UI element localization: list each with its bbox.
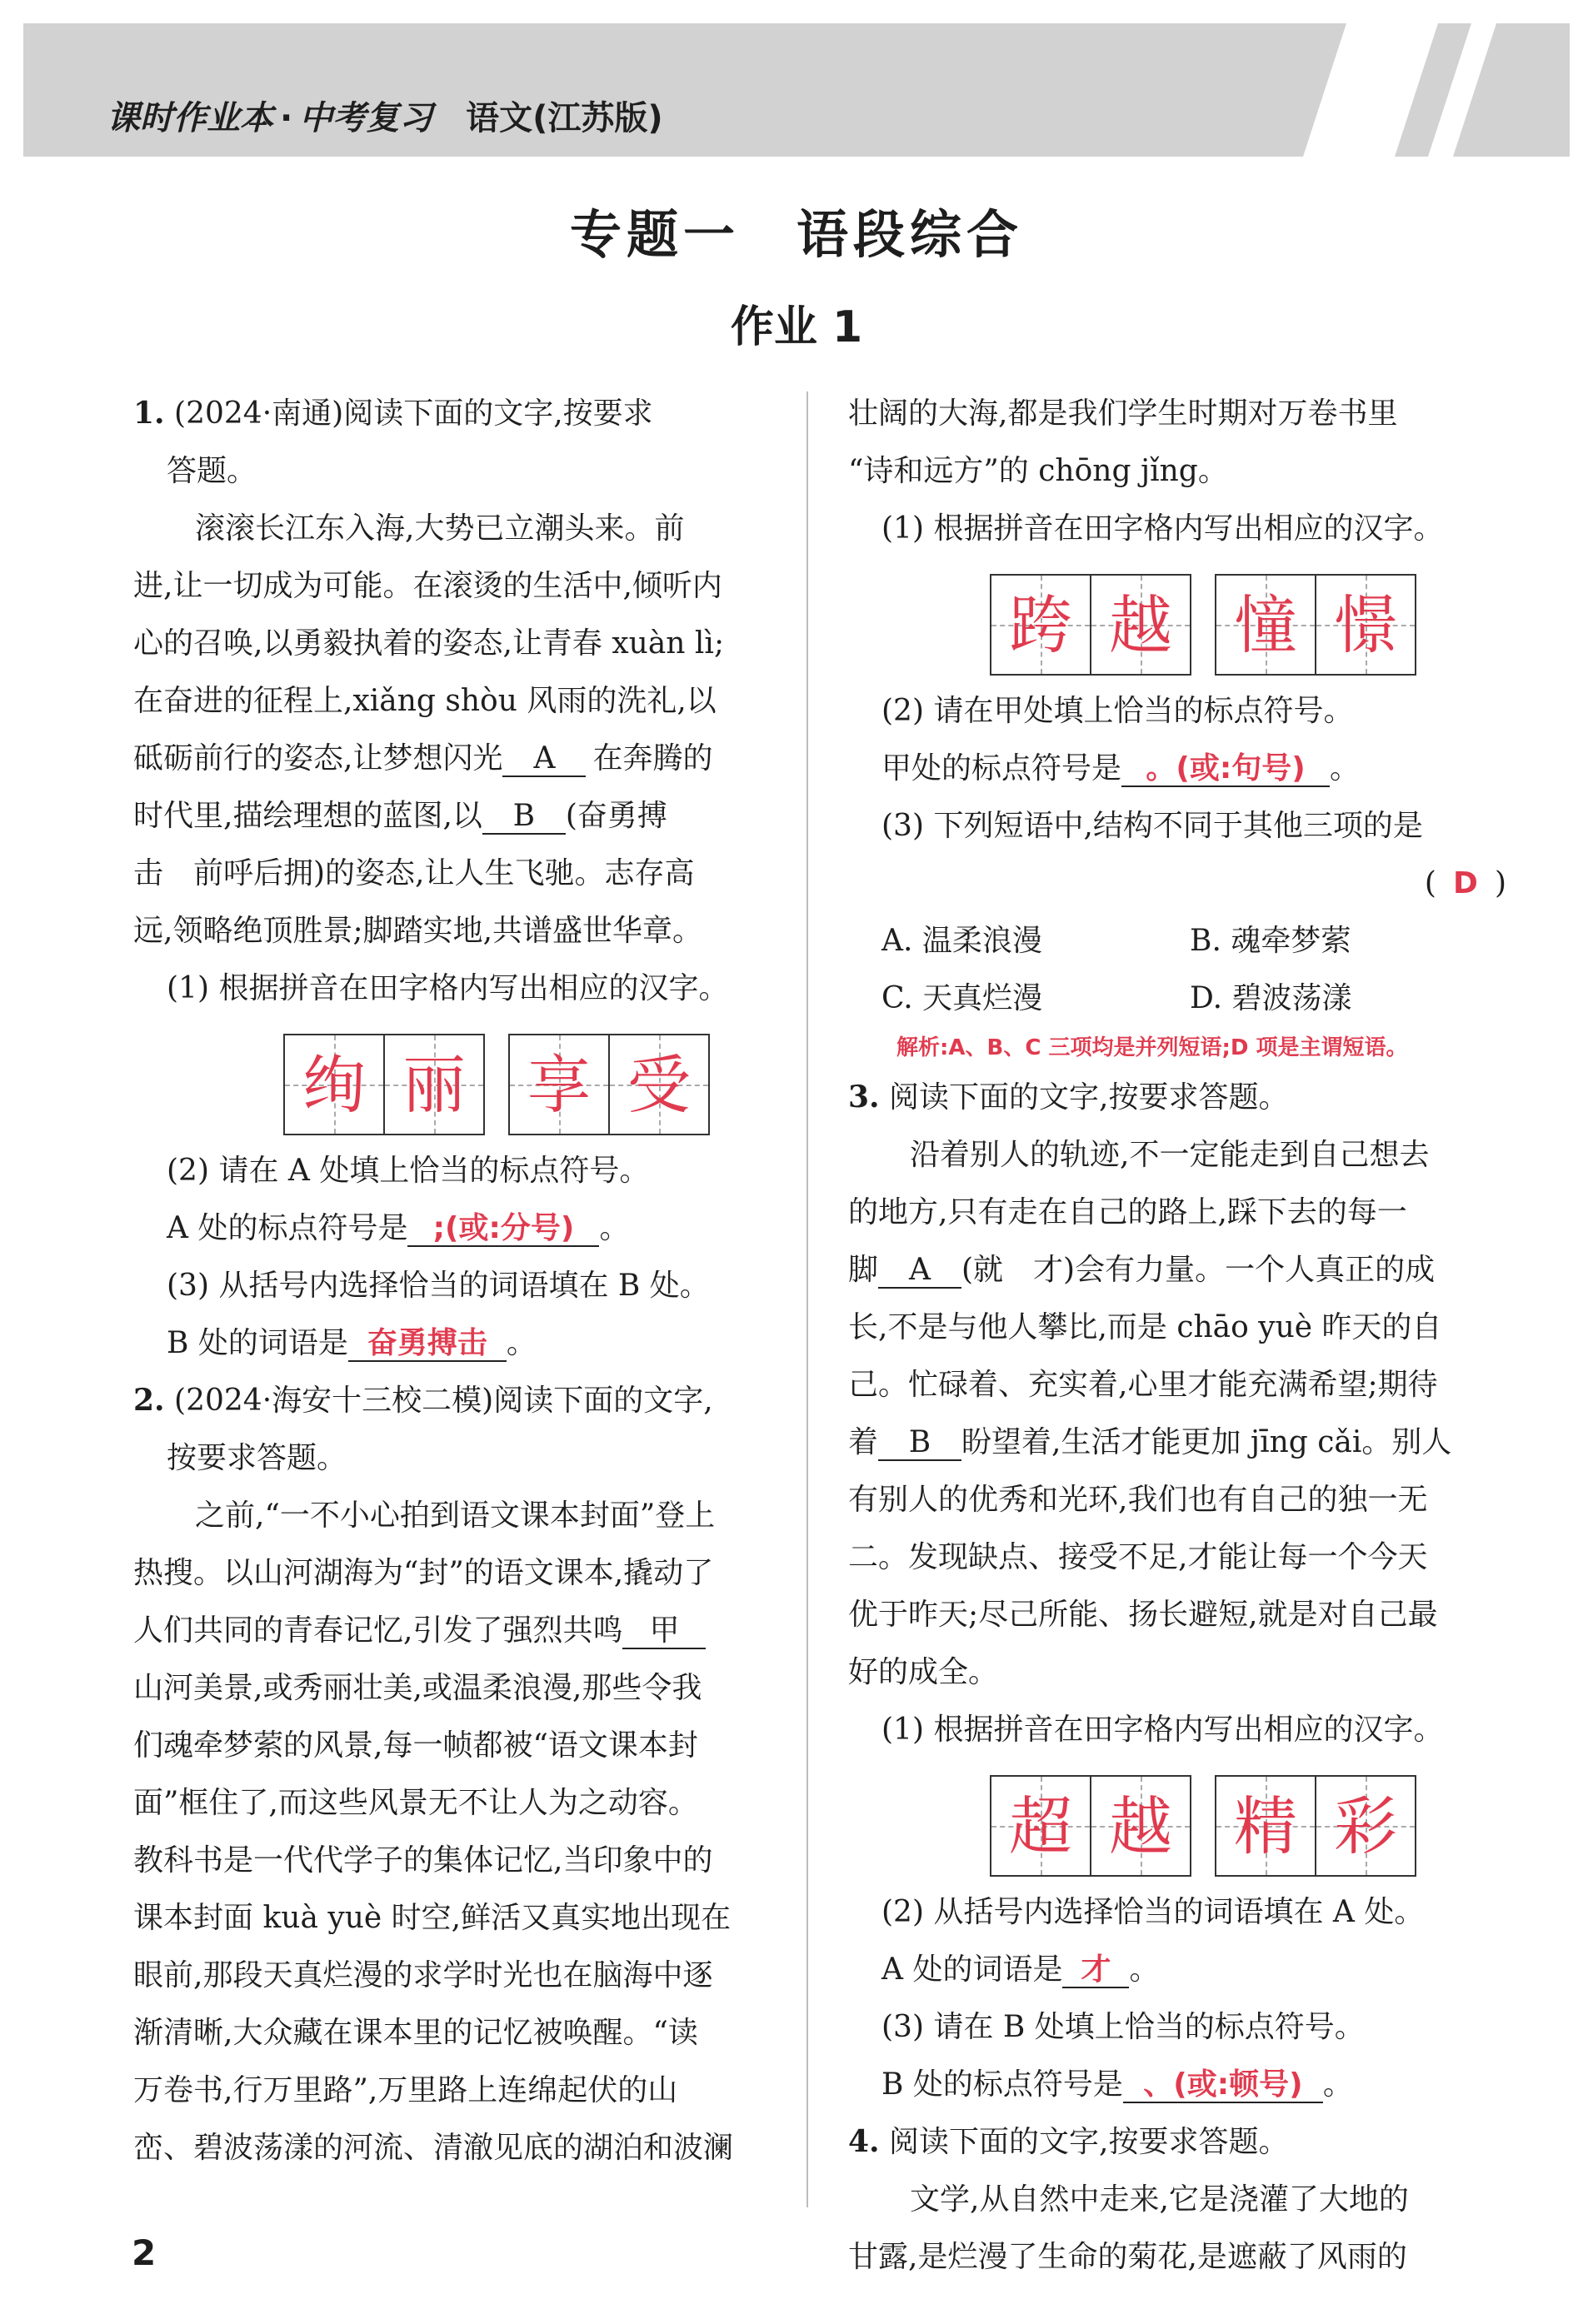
q3-sub1: (1) 根据拼音在田字格内写出相应的汉字。 [881, 1713, 1444, 1747]
q2-passage-line: 面”框住了,而这些风景无不让人为之动容。 [133, 1786, 698, 1820]
option-b: B. 魂牵梦萦 [1190, 924, 1351, 958]
answer-char: 丽 [402, 1047, 466, 1122]
q1-passage-line: 击 前呼后拥)的姿态,让人生飞驰。志存高 [133, 856, 695, 890]
answer-char: 越 [1109, 587, 1172, 662]
q3-passage-line: 己。忙碌着、充实着,心里才能充满希望;期待 [848, 1368, 1438, 1402]
q3-stem-text: 阅读下面的文字,按要求答题。 [889, 1080, 1289, 1115]
q1-passage-text: 时代里,描绘理想的蓝图,以 [133, 799, 482, 833]
q3-answer-grids [848, 1758, 1515, 1883]
q3-stem [848, 1069, 1515, 1126]
period: 。 [1322, 2067, 1353, 2102]
q2-sub2: (2) 请在甲处填上恰当的标点符号。 [881, 694, 1354, 728]
q3-passage-text: 脚 [848, 1253, 879, 1287]
q3-passage-text: 着 [848, 1425, 879, 1459]
q2-options-row [848, 970, 1515, 1027]
period: 。 [1330, 751, 1361, 785]
q2-sub2-answer-line [848, 740, 1515, 797]
q1-stem-line2: 答题。 [167, 454, 257, 488]
option-d: D. 碧波荡漾 [1190, 981, 1352, 1015]
q2-passage-text: 人们共同的青春记忆,引发了强烈共鸣 [133, 1613, 623, 1648]
page-number: 2 [132, 2232, 157, 2273]
answer-char: 受 [627, 1047, 691, 1122]
q2-sub2-answer: 。(或:句号) [1121, 752, 1330, 787]
q1-sub3-answer-line [133, 1314, 800, 1372]
grid-cell [991, 1777, 1091, 1875]
q3-sub2: (2) 从括号内选择恰当的词语填在 A 处。 [881, 1895, 1425, 1929]
header-subject: 语文(江苏版) [466, 99, 663, 137]
grid-cell [1316, 1777, 1415, 1875]
grid-cell [1316, 576, 1415, 674]
grid-cell [285, 1035, 385, 1134]
q3-passage-line: 优于昨天;尽己所能、扬长避短,就是对自己最 [848, 1598, 1438, 1632]
q3-passage-line [848, 1241, 1515, 1299]
q1-passage-text: 砥砺前行的姿态,让梦想闪光 [133, 741, 503, 775]
q1-passage-text: (奋勇搏 [565, 799, 667, 833]
q1-blank-b: B [482, 800, 566, 835]
answer-char: 憧 [1234, 587, 1297, 662]
q1-sub3: (3) 从括号内选择恰当的词语填在 B 处。 [167, 1269, 710, 1303]
q2-sub3: (3) 下列短语中,结构不同于其他三项的是 [881, 809, 1423, 843]
q1-passage-line: 进,让一切成为可能。在滚烫的生活中,倾听内 [133, 569, 722, 603]
period: 。 [506, 1326, 537, 1360]
q3-passage-line: 有别人的优秀和光环,我们也有自己的独一无 [848, 1483, 1428, 1517]
q3-passage-text: (就 才)会有力量。一个人真正的成 [961, 1253, 1436, 1287]
page-subtitle: 作业 1 [730, 302, 863, 352]
q2-sub3-answer: D [1453, 866, 1478, 900]
q3-passage-line: 好的成全。 [848, 1655, 999, 1689]
q1-passage-line: 远,领略绝顶胜景;脚踏实地,共谱盛世华章。 [133, 914, 703, 948]
q3-number: 3. [848, 1080, 880, 1115]
q4-number: 4. [848, 2124, 880, 2159]
q4-passage-line: 甘露,是烂漫了生命的菊花,是遮蔽了风雨的 [848, 2240, 1407, 2274]
q3-sub3-answer: 、(或:顿号) [1123, 2068, 1323, 2103]
q1-blank-a: A [502, 742, 586, 777]
q1-sub3-prompt: B 处的词语是 [167, 1326, 348, 1360]
answer-char: 越 [1109, 1788, 1172, 1863]
grid-cell [1216, 1777, 1316, 1875]
q3-passage-line: 二。发现缺点、接受不足,才能让每一个今天 [848, 1540, 1428, 1574]
q3-sub3-prompt: B 处的标点符号是 [881, 2067, 1123, 2102]
q1-sub1: (1) 根据拼音在田字格内写出相应的汉字。 [167, 971, 729, 1005]
book-header [107, 92, 670, 139]
q2-sub2-prompt: 甲处的标点符号是 [881, 751, 1122, 785]
q3-passage-line: 的地方,只有走在自己的路上,踩下去的每一 [848, 1195, 1407, 1229]
q3-grid-2 [1215, 1775, 1416, 1877]
grid-cell [1216, 576, 1316, 674]
grid-cell [510, 1035, 610, 1134]
q1-passage-line [133, 730, 800, 787]
q3-blank-b: B [878, 1426, 961, 1461]
q3-passage-text: 盼望着,生活才能更加 jīng cǎi。别人 [961, 1425, 1452, 1459]
q2-options-row [848, 912, 1515, 970]
q2-passage-line: “诗和远方”的 chōng jǐng。 [848, 454, 1228, 488]
answer-char: 跨 [1009, 587, 1072, 662]
q2-passage-line: 万卷书,行万里路”,万里路上连绵起伏的山 [133, 2073, 678, 2107]
q2-answer-grids [848, 557, 1515, 682]
q3-passage-line: 长,不是与他人攀比,而是 chāo yuè 昨天的自 [848, 1310, 1442, 1344]
q2-sub1: (1) 根据拼音在田字格内写出相应的汉字。 [881, 511, 1444, 546]
q2-passage-line: 山河美景,或秀丽壮美,或温柔浪漫,那些令我 [133, 1671, 702, 1705]
q2-blank-jia: 甲 [622, 1614, 706, 1649]
q1-sub2: (2) 请在 A 处填上恰当的标点符号。 [167, 1154, 650, 1188]
q4-passage-line: 文学,从自然中走来,它是浇灌了大地的 [910, 2182, 1409, 2217]
header-series: 中考复习 [299, 99, 433, 137]
q2-stem-line2: 按要求答题。 [167, 1441, 347, 1475]
q3-passage-line [848, 1414, 1515, 1471]
grid-cell [1091, 576, 1190, 674]
left-column [133, 385, 800, 2177]
q2-passage-line: 们魂牵梦萦的风景,每一帧都被“语文课本封 [133, 1728, 698, 1763]
grid-cell [991, 576, 1091, 674]
option-a: A. 温柔浪漫 [881, 924, 1042, 958]
q3-blank-a: A [878, 1254, 961, 1289]
q2-passage-line: 壮阔的大海,都是我们学生时期对万卷书里 [848, 396, 1398, 431]
q2-passage-line: 之前,“一不小心拍到语文课本封面”登上 [195, 1499, 716, 1533]
right-column [848, 385, 1515, 2286]
q2-passage-line: 渐清晰,大众藏在课本里的记忆被唤醒。“读 [133, 2016, 698, 2050]
q1-stem-text: (2024·南通)阅读下面的文字,按要求 [174, 396, 653, 431]
answer-char: 憬 [1334, 587, 1397, 662]
q2-passage-line: 课本封面 kuà yuè 时空,鲜活又真实地出现在 [133, 1901, 732, 1935]
column-divider [806, 391, 808, 2207]
q1-stem [133, 385, 800, 442]
q1-sub2-prompt: A 处的标点符号是 [167, 1211, 408, 1245]
q3-sub2-prompt: A 处的词语是 [881, 1952, 1063, 1987]
q4-stem [848, 2113, 1515, 2171]
q2-passage-line: 热搜。以山河湖海为“封”的语文课本,撬动了 [133, 1556, 714, 1590]
q3-sub2-answer-line [848, 1941, 1515, 1998]
q2-passage-line: 教科书是一代代学子的集体记忆,当印象中的 [133, 1843, 713, 1878]
grid-cell [610, 1035, 708, 1134]
q2-stem-text: (2024·海安十三校二模)阅读下面的文字, [174, 1384, 713, 1418]
q2-sub3-answer-line: ( D ) [848, 855, 1515, 912]
q3-sub2-answer: 才 [1062, 1953, 1129, 1988]
q1-answer-grids [133, 1017, 800, 1142]
grid-cell [1091, 1777, 1190, 1875]
header-dot: · [280, 99, 293, 137]
period: 。 [599, 1211, 630, 1245]
q1-passage-line [133, 787, 800, 845]
answer-char: 超 [1009, 1788, 1072, 1863]
q1-passage-line: 心的召唤,以勇毅执着的姿态,让青春 xuàn lì; [133, 626, 725, 661]
q1-passage-text: 在奔腾的 [592, 741, 713, 775]
q1-passage-line: 在奋进的征程上,xiǎng shòu 风雨的洗礼,以 [133, 684, 717, 718]
q2-grid-1 [990, 574, 1191, 676]
q1-number: 1. [133, 396, 165, 431]
period: 。 [1129, 1952, 1160, 1987]
q1-grid-1 [283, 1034, 485, 1135]
answer-char: 绚 [302, 1047, 366, 1122]
q2-grid-2 [1215, 574, 1416, 676]
q2-analysis-note: 解析:A、B、C 三项均是并列短语;D 项是主谓短语。 [896, 1035, 1408, 1060]
q1-sub3-answer: 奋勇搏击 [348, 1327, 507, 1362]
q1-passage-line: 滚滚长江东入海,大势已立潮头来。前 [195, 511, 685, 546]
q2-number: 2. [133, 1383, 165, 1418]
q1-sub2-answer-line [133, 1199, 800, 1257]
q3-grid-1 [990, 1775, 1191, 1877]
option-c: C. 天真烂漫 [881, 981, 1043, 1015]
answer-char: 精 [1234, 1788, 1297, 1863]
q1-sub2-answer: ;(或:分号) [407, 1212, 599, 1247]
q3-sub3: (3) 请在 B 处填上恰当的标点符号。 [881, 2010, 1365, 2044]
q2-passage-line [133, 1602, 800, 1659]
q3-passage-line: 沿着别人的轨迹,不一定能走到自己想去 [910, 1138, 1430, 1172]
q2-passage-line: 峦、碧波荡漾的河流、清澈见底的湖泊和波澜 [133, 2131, 734, 2165]
q4-stem-text: 阅读下面的文字,按要求答题。 [889, 2125, 1289, 2159]
q1-grid-2 [508, 1034, 710, 1135]
answer-char: 彩 [1334, 1788, 1397, 1863]
grid-cell [385, 1035, 483, 1134]
q2-passage-line: 眼前,那段天真烂漫的求学时光也在脑海中逐 [133, 1958, 713, 1992]
answer-char: 享 [527, 1047, 591, 1122]
q3-sub3-answer-line [848, 2056, 1515, 2113]
q2-stem [133, 1372, 800, 1429]
page-title: 专题一 语段综合 [569, 204, 1023, 265]
header-brand: 课时作业本 [107, 99, 273, 137]
